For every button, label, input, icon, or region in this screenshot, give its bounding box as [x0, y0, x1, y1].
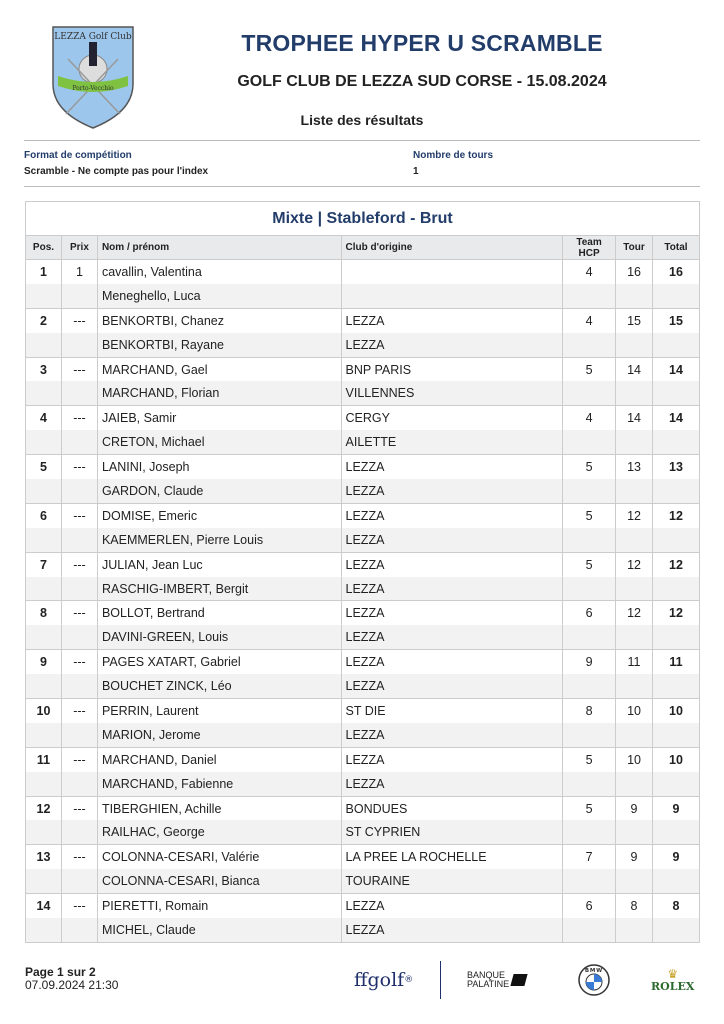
table-row	[26, 650, 700, 674]
empty-cell	[616, 723, 653, 747]
club: TOURAINE	[341, 869, 563, 893]
team-hcp: 4	[563, 406, 616, 430]
tour-score: 11	[616, 650, 653, 674]
table-row	[26, 357, 700, 381]
team-hcp: 5	[563, 455, 616, 479]
position: 5	[26, 455, 62, 479]
prize: ---	[61, 357, 97, 381]
empty-cell	[563, 479, 616, 503]
empty-cell	[653, 333, 700, 357]
club: ST DIE	[341, 699, 563, 723]
player-name: GARDON, Claude	[97, 479, 341, 503]
total-score: 12	[653, 601, 700, 625]
empty-cell	[616, 869, 653, 893]
table-row	[26, 601, 700, 625]
empty-cell	[61, 918, 97, 942]
empty-cell	[563, 381, 616, 405]
player-name: COLONNA-CESARI, Bianca	[97, 869, 341, 893]
prize: 1	[61, 260, 97, 284]
tour-score: 9	[616, 845, 653, 869]
empty-cell	[563, 625, 616, 649]
table-row	[26, 869, 700, 893]
tour-score: 13	[616, 455, 653, 479]
empty-cell	[653, 381, 700, 405]
empty-cell	[563, 528, 616, 552]
empty-cell	[616, 820, 653, 844]
empty-cell	[61, 577, 97, 601]
empty-cell	[653, 528, 700, 552]
club: LEZZA	[341, 455, 563, 479]
club: LEZZA	[341, 552, 563, 576]
player-name: BENKORTBI, Rayane	[97, 333, 341, 357]
table-row	[26, 406, 700, 430]
club: LEZZA	[341, 894, 563, 918]
empty-cell	[61, 479, 97, 503]
table-row	[26, 503, 700, 527]
table-row	[26, 772, 700, 796]
club: CERGY	[341, 406, 563, 430]
club: LEZZA	[341, 479, 563, 503]
empty-cell	[653, 869, 700, 893]
empty-cell	[61, 674, 97, 698]
table-row	[26, 625, 700, 649]
team-hcp: 7	[563, 845, 616, 869]
prize: ---	[61, 747, 97, 771]
empty-cell	[26, 869, 62, 893]
player-name: PIERETTI, Romain	[97, 894, 341, 918]
prize: ---	[61, 845, 97, 869]
table-row	[26, 723, 700, 747]
empty-cell	[653, 479, 700, 503]
position: 11	[26, 747, 62, 771]
crown-icon: ♛	[667, 966, 679, 981]
tour-score: 16	[616, 260, 653, 284]
table-row	[26, 699, 700, 723]
player-name: MARCHAND, Daniel	[97, 747, 341, 771]
player-name: cavallin, Valentina	[97, 260, 341, 284]
table-row	[26, 820, 700, 844]
empty-cell	[61, 625, 97, 649]
player-name: BOLLOT, Bertrand	[97, 601, 341, 625]
empty-cell	[563, 772, 616, 796]
club	[341, 284, 563, 308]
player-name: PERRIN, Laurent	[97, 699, 341, 723]
prize: ---	[61, 650, 97, 674]
prize: ---	[61, 601, 97, 625]
club: LEZZA	[341, 918, 563, 942]
empty-cell	[61, 869, 97, 893]
rounds-value: 1	[413, 166, 419, 177]
table-row	[26, 260, 700, 284]
empty-cell	[26, 577, 62, 601]
total-score: 16	[653, 260, 700, 284]
empty-cell	[61, 723, 97, 747]
empty-cell	[61, 284, 97, 308]
club: LEZZA	[341, 333, 563, 357]
table-row	[26, 284, 700, 308]
total-score: 9	[653, 845, 700, 869]
col-prix: Prix	[61, 236, 97, 260]
player-name: Meneghello, Luca	[97, 284, 341, 308]
team-hcp: 5	[563, 357, 616, 381]
table-row	[26, 455, 700, 479]
position: 9	[26, 650, 62, 674]
player-name: DAVINI-GREEN, Louis	[97, 625, 341, 649]
empty-cell	[653, 625, 700, 649]
empty-cell	[563, 333, 616, 357]
empty-cell	[653, 674, 700, 698]
team-hcp: 4	[563, 308, 616, 332]
empty-cell	[653, 772, 700, 796]
player-name: BENKORTBI, Chanez	[97, 308, 341, 332]
tour-score: 12	[616, 503, 653, 527]
player-name: BOUCHET ZINCK, Léo	[97, 674, 341, 698]
prize: ---	[61, 699, 97, 723]
player-name: MARION, Jerome	[97, 723, 341, 747]
player-name: TIBERGHIEN, Achille	[97, 796, 341, 820]
empty-cell	[616, 430, 653, 454]
position: 7	[26, 552, 62, 576]
player-name: MICHEL, Claude	[97, 918, 341, 942]
empty-cell	[653, 820, 700, 844]
rolex-logo: ♛ ROLEX	[651, 966, 695, 993]
empty-cell	[616, 381, 653, 405]
club	[341, 260, 563, 284]
player-name: RASCHIG-IMBERT, Bergit	[97, 577, 341, 601]
prize: ---	[61, 455, 97, 479]
tour-score: 10	[616, 699, 653, 723]
bmw-logo	[578, 960, 610, 1000]
team-hcp: 6	[563, 601, 616, 625]
total-score: 9	[653, 796, 700, 820]
empty-cell	[616, 284, 653, 308]
player-name: MARCHAND, Fabienne	[97, 772, 341, 796]
team-hcp: 5	[563, 796, 616, 820]
empty-cell	[563, 674, 616, 698]
format-label: Format de compétition	[24, 150, 132, 161]
empty-cell	[26, 528, 62, 552]
total-score: 11	[653, 650, 700, 674]
divider	[24, 186, 700, 187]
team-hcp: 4	[563, 260, 616, 284]
empty-cell	[26, 723, 62, 747]
empty-cell	[653, 577, 700, 601]
table-row	[26, 918, 700, 942]
table-row	[26, 308, 700, 332]
club: VILLENNES	[341, 381, 563, 405]
club: LEZZA	[341, 601, 563, 625]
prize: ---	[61, 406, 97, 430]
results-table	[25, 201, 700, 943]
empty-cell	[653, 723, 700, 747]
empty-cell	[616, 333, 653, 357]
empty-cell	[563, 430, 616, 454]
position: 2	[26, 308, 62, 332]
empty-cell	[616, 918, 653, 942]
team-hcp: 8	[563, 699, 616, 723]
col-club: Club d'origine	[341, 236, 563, 260]
tour-score: 15	[616, 308, 653, 332]
player-name: RAILHAC, George	[97, 820, 341, 844]
empty-cell	[26, 430, 62, 454]
team-hcp: 9	[563, 650, 616, 674]
club: LEZZA	[341, 577, 563, 601]
table-row	[26, 674, 700, 698]
empty-cell	[616, 772, 653, 796]
empty-cell	[616, 577, 653, 601]
player-name: DOMISE, Emeric	[97, 503, 341, 527]
empty-cell	[26, 479, 62, 503]
club: BONDUES	[341, 796, 563, 820]
position: 13	[26, 845, 62, 869]
empty-cell	[26, 284, 62, 308]
total-score: 12	[653, 552, 700, 576]
club: LEZZA	[341, 674, 563, 698]
table-row	[26, 577, 700, 601]
club: LA PREE LA ROCHELLE	[341, 845, 563, 869]
empty-cell	[61, 333, 97, 357]
team-hcp: 5	[563, 747, 616, 771]
position: 4	[26, 406, 62, 430]
banque-palatine-logo: BANQUE PALATINE	[467, 960, 526, 1000]
prize: ---	[61, 503, 97, 527]
tour-score: 14	[616, 357, 653, 381]
player-name: LANINI, Joseph	[97, 455, 341, 479]
empty-cell	[26, 820, 62, 844]
table-row	[26, 479, 700, 503]
prize: ---	[61, 308, 97, 332]
tour-score: 14	[616, 406, 653, 430]
bmw-text: BMW	[584, 968, 604, 974]
footer	[25, 966, 118, 992]
divider	[24, 140, 700, 141]
club: BNP PARIS	[341, 357, 563, 381]
total-score: 13	[653, 455, 700, 479]
list-title: Liste des résultats	[300, 112, 424, 128]
empty-cell	[563, 284, 616, 308]
col-team-hcp: Team HCP	[563, 236, 616, 260]
club: LEZZA	[341, 772, 563, 796]
prize: ---	[61, 552, 97, 576]
total-score: 14	[653, 406, 700, 430]
empty-cell	[616, 625, 653, 649]
player-name: MARCHAND, Florian	[97, 381, 341, 405]
position: 14	[26, 894, 62, 918]
club: LEZZA	[341, 308, 563, 332]
empty-cell	[653, 918, 700, 942]
club: LEZZA	[341, 528, 563, 552]
position: 3	[26, 357, 62, 381]
table-row	[26, 381, 700, 405]
empty-cell	[563, 723, 616, 747]
empty-cell	[563, 869, 616, 893]
col-total: Total	[653, 236, 700, 260]
position: 8	[26, 601, 62, 625]
total-score: 10	[653, 699, 700, 723]
table-row	[26, 894, 700, 918]
total-score: 15	[653, 308, 700, 332]
empty-cell	[653, 284, 700, 308]
position: 1	[26, 260, 62, 284]
table-row	[26, 528, 700, 552]
player-name: KAEMMERLEN, Pierre Louis	[97, 528, 341, 552]
prize: ---	[61, 894, 97, 918]
club: AILETTE	[341, 430, 563, 454]
tour-score: 8	[616, 894, 653, 918]
club: LEZZA	[341, 503, 563, 527]
total-score: 8	[653, 894, 700, 918]
table-row	[26, 430, 700, 454]
empty-cell	[26, 333, 62, 357]
svg-text:Porto-Vecchio: Porto-Vecchio	[72, 85, 114, 92]
tour-score: 10	[616, 747, 653, 771]
table-row	[26, 796, 700, 820]
player-name: JAIEB, Samir	[97, 406, 341, 430]
player-name: MARCHAND, Gael	[97, 357, 341, 381]
empty-cell	[563, 820, 616, 844]
empty-cell	[61, 820, 97, 844]
svg-text:LEZZA Golf Club: LEZZA Golf Club	[54, 32, 132, 42]
empty-cell	[61, 381, 97, 405]
tour-score: 12	[616, 552, 653, 576]
empty-cell	[61, 772, 97, 796]
position: 6	[26, 503, 62, 527]
rounds-label: Nombre de tours	[413, 150, 494, 161]
empty-cell	[26, 381, 62, 405]
empty-cell	[616, 528, 653, 552]
divider	[440, 961, 441, 999]
empty-cell	[26, 674, 62, 698]
table-caption: Mixte | Stableford - Brut	[26, 202, 700, 236]
player-name: PAGES XATART, Gabriel	[97, 650, 341, 674]
team-hcp: 6	[563, 894, 616, 918]
table-row	[26, 552, 700, 576]
table-row	[26, 845, 700, 869]
col-pos: Pos.	[26, 236, 62, 260]
empty-cell	[653, 430, 700, 454]
empty-cell	[61, 430, 97, 454]
tour-score: 12	[616, 601, 653, 625]
empty-cell	[563, 918, 616, 942]
page-title: TROPHEE HYPER U SCRAMBLE	[241, 30, 603, 56]
position: 10	[26, 699, 62, 723]
page-number: Page 1 sur 2	[25, 965, 96, 979]
tour-score: 9	[616, 796, 653, 820]
team-hcp: 5	[563, 552, 616, 576]
empty-cell	[616, 479, 653, 503]
position: 12	[26, 796, 62, 820]
empty-cell	[26, 625, 62, 649]
print-datetime: 07.09.2024 21:30	[25, 978, 119, 992]
prize: ---	[61, 796, 97, 820]
total-score: 14	[653, 357, 700, 381]
total-score: 10	[653, 747, 700, 771]
empty-cell	[563, 577, 616, 601]
player-name: JULIAN, Jean Luc	[97, 552, 341, 576]
table-row	[26, 333, 700, 357]
empty-cell	[26, 918, 62, 942]
page-subtitle: GOLF CLUB DE LEZZA SUD CORSE - 15.08.2024	[237, 73, 607, 90]
club: ST CYPRIEN	[341, 820, 563, 844]
ffgolf-logo: ffgolf ®	[354, 969, 414, 991]
col-name: Nom / prénom	[97, 236, 341, 260]
table-row	[26, 747, 700, 771]
player-name: CRETON, Michael	[97, 430, 341, 454]
empty-cell	[616, 674, 653, 698]
col-tour: Tour	[616, 236, 653, 260]
empty-cell	[26, 772, 62, 796]
club: LEZZA	[341, 625, 563, 649]
club: LEZZA	[341, 747, 563, 771]
total-score: 12	[653, 503, 700, 527]
empty-cell	[61, 528, 97, 552]
format-value: Scramble - Ne compte pas pour l'index	[24, 166, 209, 177]
team-hcp: 5	[563, 503, 616, 527]
club: LEZZA	[341, 650, 563, 674]
player-name: COLONNA-CESARI, Valérie	[97, 845, 341, 869]
club: LEZZA	[341, 723, 563, 747]
